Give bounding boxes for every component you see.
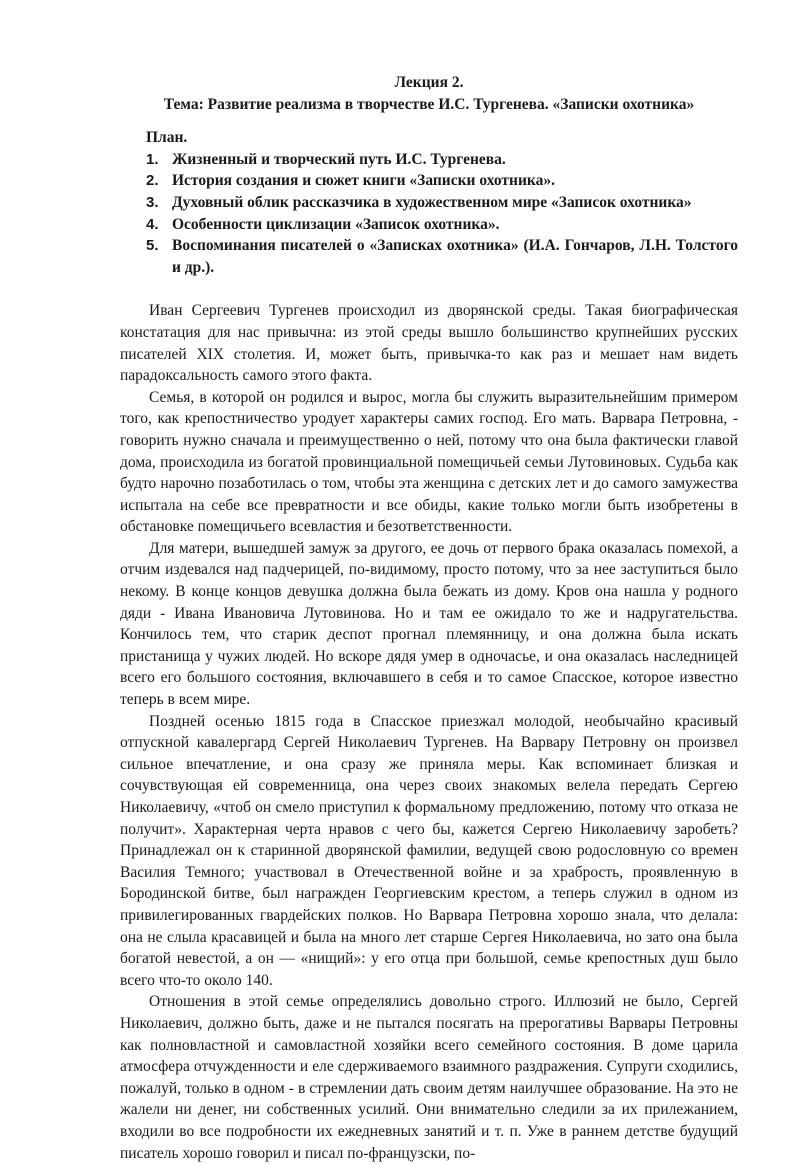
document-page [120,72,738,1164]
plan-item [146,149,738,171]
plan-item-text: Жизненный и творческий путь И.С. Тургенева. [172,150,506,168]
paragraph: Иван Сергеевич Тургенев происходил из дворянской среды. Такая биографическая констатация для нас привычна: из этой среды вышло большинство крупнейших русских писателей XIX столетия. И, может быть, привычка-то как раз и мешает нам видеть парадоксальность самого этого факта. [120,302,738,385]
paragraph: Семья, в которой он родился и вырос, могла бы служить выразительнейшим примером того, как крепостничество уродует характеры самих господ. Его мать. Варвара Петровна, - говорить нужно сначала и преимущественно о ней, потому что она была фактически главой дома, происходила из богатой провинциальной помещичьей семьи Лутовиновых. Судьба как будто нарочно позаботилась о том, чтобы эта женщина с детских лет и до самого замужества испытала на себе все превратности и все обиды, какие только могли быть изобретены в обстановке помещичьего всевластия и безответственности. [120,388,738,536]
paragraph: Для матери, вышедшей замуж за другого, ее дочь от первого брака оказалась помехой, а отчим издевался над падчерицей, по-видимому, просто потому, что за нее заступиться было некому. В конце концов девушка должна была бежать из дому. Кров она нашла у родного дяди - Ивана Ивановича Лутовинова. Но и там ее ожидало то же и надругательства. Кончилось тем, что старик деспот прогнал племянницу, и она должна была искать пристанища у чужих людей. Но вскоре дядя умер в одночасье, и она оказалась наследницей всего его большого состояния, включавшего в себя и то самое Спасское, которое известно теперь в всем мире. [120,539,738,709]
plan-item-number: 1. [146,150,159,168]
body-text [120,300,738,1164]
plan-item-number: 4. [146,215,159,233]
plan-item-text: Особенности циклизации «Записок охотника». [172,215,500,233]
lecture-topic: Тема: Развитие реализма в творчестве И.С. Тургенева. «Записки охотника» [163,95,695,113]
paragraph: Отношения в этой семье определялись довольно строго. Иллюзий не было, Сергей Николаевич, должно быть, даже и не пытался посягать на прерогативы Варвары Петровны как полновластной и самовластной хозяйки всего семейного состояния. В доме царила атмосфера отчужденности и еле сдерживаемого взаимного раздражения. Супруги сходились, пожалуй, только в одном - в стремлении дать своим детям наилучшее образование. На это не жалели ни денег, ни собственных усилий. Они внимательно следили за их прилежанием, входили во все подробности их ежедневных занятий и т. п. Уже в раннем детстве будущий писатель хорошо говорил и писал по-французски, по- [120,993,738,1162]
plan-list [146,149,738,279]
lecture-title: Лекция 2. [394,74,464,91]
plan-item-text: История создания и сюжет книги «Записки охотника». [172,172,555,190]
paragraph: Поздней осенью 1815 года в Спасское приезжал молодой, необычайно красивый отпускной кавалергард Сергей Николаевич Тургенев. На Варвару Петровну он произвел сильное впечатление, и она сразу же приняла меры. Как вспоминает близкая и сочувствующая ей современница, она через своих знакомых велела передать Сергею Николаевичу, «чтоб он смело приступил к формальному предложению, потому что отказа не получит». Характерная черта нравов с чего бы, кажется Сергею Николаевичу заробеть? Принадлежал он к старинной дворянской фамилии, ведущей свою родословную со времен Василия Темного; участвовал в Отечественной войне и за храбрость, проявленную в Бородинской битве, был награжден Георгиевским крестом, а теперь служил в одном из привилегированных гвардейских полков. Но Варвара Петровна хорошо знала, что делала: она не слыла красавицей и была на много лет старше Сергея Николаевича, но зато она была богатой невестой, а он — «нищий»: у его отца при большой, семье крепостных душ было всего что-то около 140. [120,712,738,989]
plan-item-number: 5. [146,237,159,255]
plan-section [120,127,738,278]
plan-item [146,170,738,192]
plan-item [146,214,738,236]
plan-item-text: Духовный облик рассказчика в художественном мире «Записок охотника» [172,193,692,211]
plan-item-text: Воспоминания писателей о «Записках охотника» (И.А. Гончаров, Л.Н. Толстого и др.). [172,237,738,276]
plan-item-number: 2. [146,172,159,190]
plan-item [146,192,738,214]
plan-item-number: 3. [146,193,159,211]
plan-item [146,235,738,278]
plan-title: План. [146,129,188,147]
